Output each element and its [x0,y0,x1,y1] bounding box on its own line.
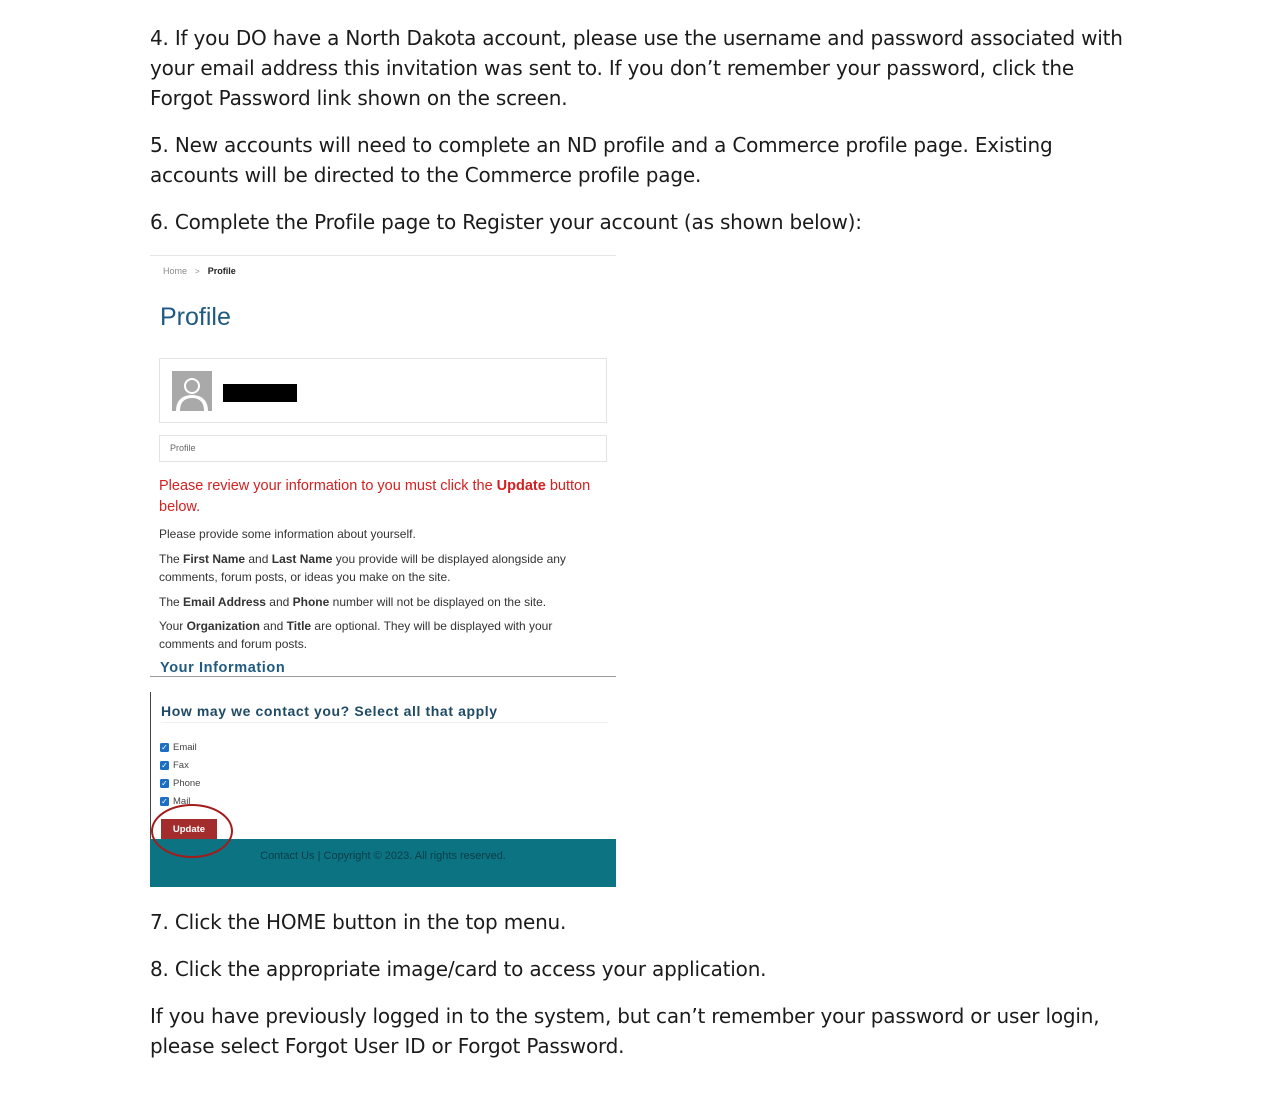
tab-profile[interactable]: Profile [159,435,607,462]
contact-option-email[interactable]: ✓ Email [161,741,197,753]
page-title: Profile [160,303,231,331]
avatar-icon [172,371,212,411]
your-information-heading: Your Information [160,660,286,676]
step-4-text: 4. If you DO have a North Dakota account, please use the username and password associated with your email address this invitation was sent to. If you don’t remember your password, click the Forgot Password link shown on the screen. [150,26,1123,110]
step-6-text: 6. Complete the Profile page to Register your account (as shown below): [150,210,862,234]
breadcrumb-current: Profile [207,266,236,276]
update-warning: Please review your information to you must click the Update button below. [159,478,591,515]
checkbox-checked-icon[interactable]: ✓ [161,742,168,752]
update-button[interactable]: Update [161,819,217,839]
breadcrumb [163,266,236,276]
step-7-text: 7. Click the HOME button in the top menu. [150,910,567,934]
info-line-names: The First Name and Last Name you provide will be displayed alongside any comments, forum posts, or ideas you make on the site. [159,552,566,584]
highlight-circle [151,804,233,858]
question-divider [161,722,608,723]
checkbox-checked-icon[interactable]: ✓ [161,796,168,806]
step-8-text: 8. Click the appropriate image/card to access your application. [150,957,767,981]
info-line-organization: Your Organization and Title are optional. They will be displayed with your comments and forum posts. [159,619,553,651]
redacted-name [223,384,297,402]
profile-card [159,358,607,423]
checkbox-checked-icon[interactable]: ✓ [161,778,168,788]
section-divider [150,676,616,677]
contact-option-phone[interactable]: ✓ Phone [161,777,201,789]
contact-option-mail[interactable]: ✓ Mail [161,795,191,807]
checkbox-checked-icon[interactable]: ✓ [161,760,168,770]
closing-text: If you have previously logged in to the system, but can’t remember your password or user login, please select Forgot User ID or Forgot Password. [150,1004,1100,1058]
contact-option-fax[interactable]: ✓ Fax [161,759,189,771]
footer-text: Contact Us | Copyright © 2023. All rights reserved. [260,850,506,862]
profile-page-screenshot [150,255,616,887]
info-line-email: The Email Address and Phone number will not be displayed on the site. [159,595,547,609]
top-divider [150,255,616,256]
step-5-text: 5. New accounts will need to complete an ND profile and a Commerce profile page. Existing accounts will be directed to the Commerce profile page. [150,133,1053,187]
info-line-intro: Please provide some information about yourself. [159,527,416,541]
contact-question-heading: How may we contact you? Select all that apply [161,703,498,719]
breadcrumb-separator: > [195,266,200,276]
breadcrumb-home-link[interactable]: Home [163,266,188,276]
